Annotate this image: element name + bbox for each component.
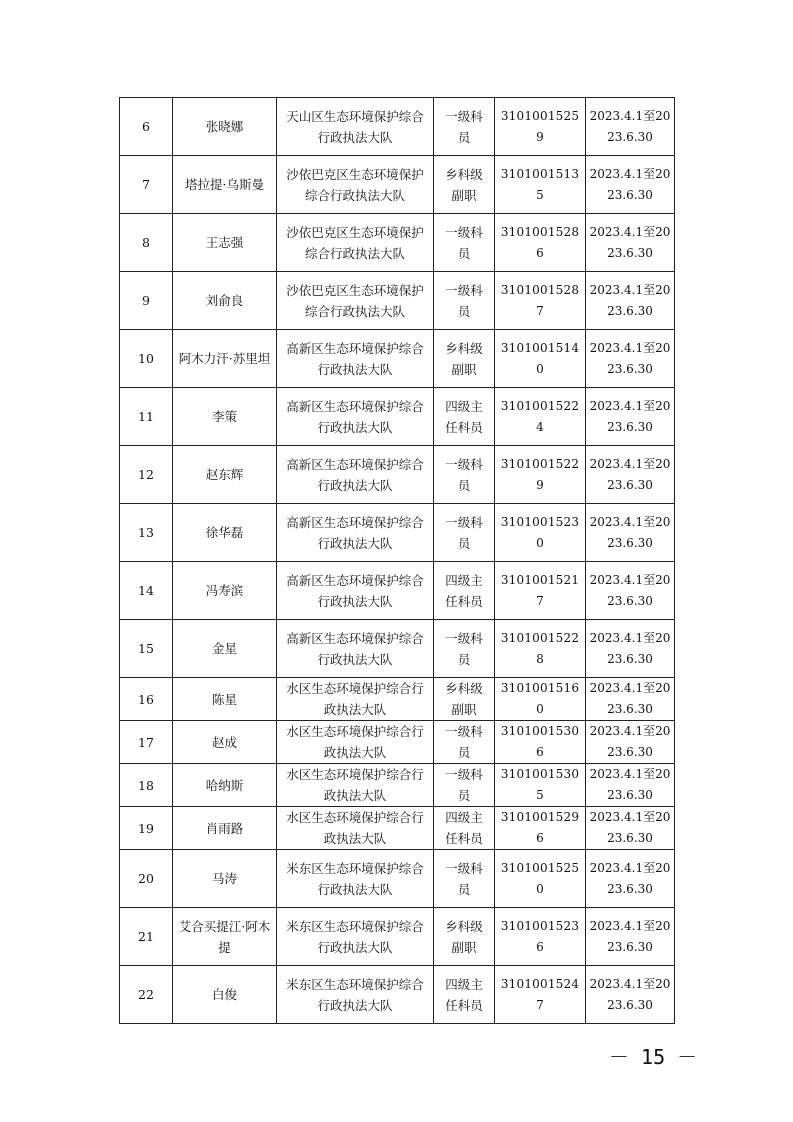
table-row (120, 620, 675, 678)
validity-period: 2023.4.1至2023.6.30 (586, 966, 675, 1024)
row-number: 13 (120, 504, 173, 562)
rank-title: 一级科员 (434, 98, 495, 156)
rank-title: 乡科级副职 (434, 678, 495, 721)
unit-name: 米东区生态环境保护综合行政执法大队 (277, 966, 434, 1024)
row-number: 9 (120, 272, 173, 330)
table-row (120, 98, 675, 156)
validity-period: 2023.4.1至2023.6.30 (586, 764, 675, 807)
row-number: 16 (120, 678, 173, 721)
rank-title: 一级科员 (434, 721, 495, 764)
unit-name: 水区生态环境保护综合行政执法大队 (277, 721, 434, 764)
row-number: 21 (120, 908, 173, 966)
certificate-number: 31010015160 (495, 678, 586, 721)
table-row (120, 764, 675, 807)
person-name: 金星 (173, 620, 277, 678)
unit-name: 水区生态环境保护综合行政执法大队 (277, 807, 434, 850)
row-number: 22 (120, 966, 173, 1024)
unit-name: 水区生态环境保护综合行政执法大队 (277, 678, 434, 721)
row-number: 19 (120, 807, 173, 850)
validity-period: 2023.4.1至2023.6.30 (586, 446, 675, 504)
certificate-number: 31010015229 (495, 446, 586, 504)
validity-period: 2023.4.1至2023.6.30 (586, 272, 675, 330)
rank-title: 乡科级副职 (434, 908, 495, 966)
certificate-number: 31010015228 (495, 620, 586, 678)
person-name: 阿木力汗·苏里坦 (173, 330, 277, 388)
certificate-number: 31010015250 (495, 850, 586, 908)
person-name: 王志强 (173, 214, 277, 272)
table-row (120, 156, 675, 214)
row-number: 10 (120, 330, 173, 388)
rank-title: 四级主任科员 (434, 388, 495, 446)
unit-name: 高新区生态环境保护综合行政执法大队 (277, 330, 434, 388)
person-name: 冯寿滨 (173, 562, 277, 620)
certificate-number: 31010015135 (495, 156, 586, 214)
page-number: － 15 － (609, 1045, 698, 1069)
table-row (120, 678, 675, 721)
certificate-number: 31010015224 (495, 388, 586, 446)
table-row (120, 562, 675, 620)
table-row (120, 850, 675, 908)
row-number: 20 (120, 850, 173, 908)
rank-title: 四级主任科员 (434, 807, 495, 850)
roster-table (119, 97, 675, 1024)
table-row (120, 330, 675, 388)
person-name: 李策 (173, 388, 277, 446)
validity-period: 2023.4.1至2023.6.30 (586, 156, 675, 214)
unit-name: 高新区生态环境保护综合行政执法大队 (277, 620, 434, 678)
certificate-number: 31010015236 (495, 908, 586, 966)
rank-title: 一级科员 (434, 272, 495, 330)
certificate-number: 31010015296 (495, 807, 586, 850)
row-number: 12 (120, 446, 173, 504)
validity-period: 2023.4.1至2023.6.30 (586, 721, 675, 764)
person-name: 艾合买提江·阿木提 (173, 908, 277, 966)
unit-name: 高新区生态环境保护综合行政执法大队 (277, 562, 434, 620)
certificate-number: 31010015247 (495, 966, 586, 1024)
row-number: 11 (120, 388, 173, 446)
unit-name: 米东区生态环境保护综合行政执法大队 (277, 908, 434, 966)
certificate-number: 31010015140 (495, 330, 586, 388)
row-number: 6 (120, 98, 173, 156)
row-number: 14 (120, 562, 173, 620)
validity-period: 2023.4.1至2023.6.30 (586, 214, 675, 272)
validity-period: 2023.4.1至2023.6.30 (586, 678, 675, 721)
rank-title: 一级科员 (434, 446, 495, 504)
rank-title: 乡科级副职 (434, 156, 495, 214)
row-number: 17 (120, 721, 173, 764)
person-name: 刘俞良 (173, 272, 277, 330)
rank-title: 四级主任科员 (434, 966, 495, 1024)
certificate-number: 31010015230 (495, 504, 586, 562)
person-name: 徐华磊 (173, 504, 277, 562)
person-name: 赵成 (173, 721, 277, 764)
unit-name: 高新区生态环境保护综合行政执法大队 (277, 388, 434, 446)
validity-period: 2023.4.1至2023.6.30 (586, 620, 675, 678)
unit-name: 沙依巴克区生态环境保护综合行政执法大队 (277, 272, 434, 330)
certificate-number: 31010015306 (495, 721, 586, 764)
table-row (120, 908, 675, 966)
rank-title: 一级科员 (434, 764, 495, 807)
rank-title: 一级科员 (434, 504, 495, 562)
table-row (120, 966, 675, 1024)
person-name: 马涛 (173, 850, 277, 908)
validity-period: 2023.4.1至2023.6.30 (586, 850, 675, 908)
certificate-number: 31010015286 (495, 214, 586, 272)
unit-name: 米东区生态环境保护综合行政执法大队 (277, 850, 434, 908)
certificate-number: 31010015259 (495, 98, 586, 156)
row-number: 15 (120, 620, 173, 678)
table-row (120, 214, 675, 272)
unit-name: 沙依巴克区生态环境保护综合行政执法大队 (277, 156, 434, 214)
table-row (120, 504, 675, 562)
validity-period: 2023.4.1至2023.6.30 (586, 504, 675, 562)
validity-period: 2023.4.1至2023.6.30 (586, 388, 675, 446)
person-name: 塔拉提·乌斯曼 (173, 156, 277, 214)
unit-name: 高新区生态环境保护综合行政执法大队 (277, 446, 434, 504)
validity-period: 2023.4.1至2023.6.30 (586, 330, 675, 388)
certificate-number: 31010015305 (495, 764, 586, 807)
table-row (120, 388, 675, 446)
validity-period: 2023.4.1至2023.6.30 (586, 807, 675, 850)
row-number: 7 (120, 156, 173, 214)
table-row (120, 807, 675, 850)
roster-body (120, 98, 675, 1024)
person-name: 哈纳斯 (173, 764, 277, 807)
row-number: 8 (120, 214, 173, 272)
unit-name: 天山区生态环境保护综合行政执法大队 (277, 98, 434, 156)
person-name: 张晓娜 (173, 98, 277, 156)
certificate-number: 31010015217 (495, 562, 586, 620)
validity-period: 2023.4.1至2023.6.30 (586, 908, 675, 966)
row-number: 18 (120, 764, 173, 807)
rank-title: 乡科级副职 (434, 330, 495, 388)
rank-title: 一级科员 (434, 850, 495, 908)
table-row (120, 446, 675, 504)
unit-name: 水区生态环境保护综合行政执法大队 (277, 764, 434, 807)
person-name: 陈星 (173, 678, 277, 721)
table-row (120, 272, 675, 330)
unit-name: 沙依巴克区生态环境保护综合行政执法大队 (277, 214, 434, 272)
validity-period: 2023.4.1至2023.6.30 (586, 562, 675, 620)
unit-name: 高新区生态环境保护综合行政执法大队 (277, 504, 434, 562)
person-name: 白俊 (173, 966, 277, 1024)
validity-period: 2023.4.1至2023.6.30 (586, 98, 675, 156)
person-name: 赵东辉 (173, 446, 277, 504)
table-row (120, 721, 675, 764)
rank-title: 一级科员 (434, 620, 495, 678)
person-name: 肖雨路 (173, 807, 277, 850)
certificate-number: 31010015287 (495, 272, 586, 330)
rank-title: 四级主任科员 (434, 562, 495, 620)
rank-title: 一级科员 (434, 214, 495, 272)
